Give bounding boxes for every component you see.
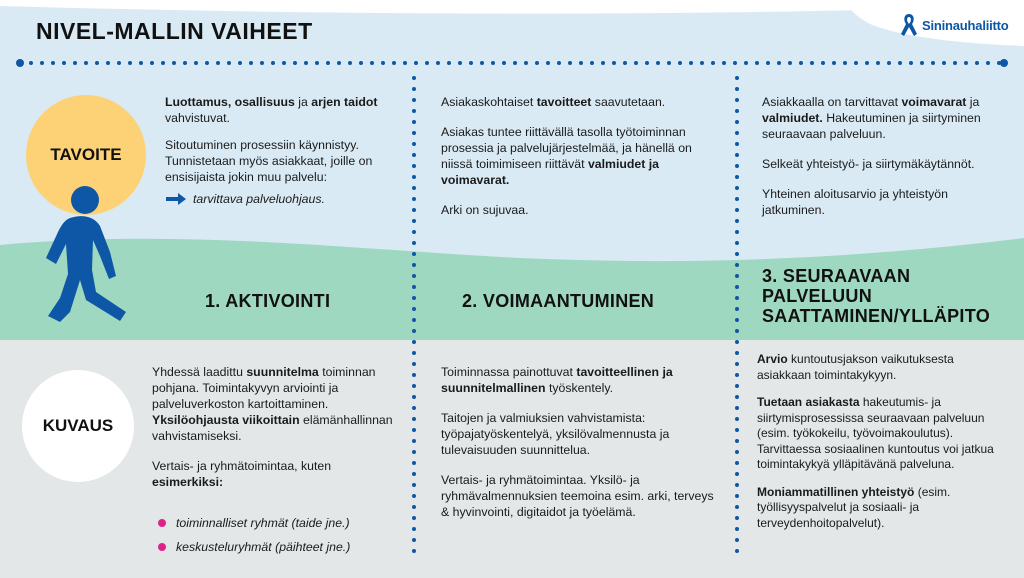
walking-person-icon [30, 180, 130, 335]
col3-desc-bold-1: Arvio [757, 352, 788, 366]
col2-desc-bold-1: tavoitteellinen ja suunnitelmallinen [441, 365, 673, 395]
col3-goal-text [762, 94, 1002, 229]
col2-desc-paragraph-3: Vertais- ja ryhmätoimintaa. Yksilö- ja ryhmävalmennuksien teemoina esim. arki, terveys & hyvinvointi, digitaidot ja työelämä. [441, 473, 714, 519]
col2-goal-bold-2: valmiudet ja voimavarat. [441, 157, 660, 187]
page-title: NIVEL-MALLIN VAIHEET [36, 18, 313, 44]
col1-bullet-text: keskusteluryhmät (päihteet jne.) [176, 540, 351, 554]
col2-goal-text [441, 94, 713, 229]
col1-desc-bold-3: esimerkiksi: [152, 475, 224, 489]
col2-desc-text-1: Toiminnassa painottuvat [441, 365, 577, 379]
description-row-label: KUVAUS [42, 416, 114, 435]
phase-2-heading: 2. VOIMAANTUMINEN [462, 291, 655, 311]
col1-desc-text-2: toiminnan pohjana. Toimintakyvyn arviointi ja palveluverkoston kartoittaminen. [152, 365, 376, 411]
col3-goal-bold-2: valmiudet. [762, 111, 823, 125]
col2-goal-paragraph-3: Arki on sujuvaa. [441, 203, 529, 217]
col3-desc-bold-3: Moniammatillinen yhteistyö [757, 484, 915, 499]
col1-desc-text-1: Yhdessä laadittu [152, 365, 247, 379]
top-line-end-dot-right [1000, 59, 1008, 67]
col1-desc-text-4: Vertais- ja ryhmätoimintaa, kuten [152, 459, 332, 473]
ribbon-icon [898, 12, 920, 38]
arrow-right-icon [165, 192, 187, 206]
col1-goal-text [165, 94, 395, 207]
col1-desc-paragraph-2 [152, 458, 397, 490]
col2-desc-paragraph-1 [441, 364, 716, 396]
col1-bullet-item [158, 539, 350, 555]
col3-goal-text-3: Hakeutuminen ja siirtyminen seuraavaan palveluun. [762, 111, 981, 141]
phase-3-heading: 3. SEURAAVAAN PALVELUUN SAATTAMINEN/YLLÄPITO [762, 266, 990, 326]
col2-description-text [441, 364, 716, 531]
col3-desc-paragraph-2 [757, 395, 1007, 473]
col2-goal-bold-1: tavoitteet [536, 95, 592, 109]
col1-desc-paragraph-1 [152, 364, 397, 444]
col2-goal-paragraph-1 [441, 94, 713, 110]
col2-goal-paragraph-2 [441, 124, 713, 188]
col3-goal-paragraph-3: Yhteinen aloitusarvio ja yhteistyön jatkuminen. [762, 187, 948, 217]
logo [898, 12, 1018, 38]
description-circle [22, 370, 134, 482]
col1-goal-text-1: ja [294, 95, 312, 109]
col3-desc-paragraph-1 [757, 352, 1007, 383]
col1-desc-bold-1: suunnitelma [246, 365, 319, 379]
phase-1-heading: 1. AKTIVOINTI [205, 291, 331, 311]
col1-bullet-text: toiminnalliset ryhmät (taide jne.) [176, 516, 350, 530]
col1-bullet-item [158, 515, 350, 531]
col3-desc-text-2: hakeutumis- ja siirtymisprosessissa seuraavaan palveluun (esim. työkokeilu, työvoimakoulutus). Tarvittaessa sosiaalinen kuntoutus voi jatkua toimintakykyä ylläpitävänä palveluna. [757, 395, 994, 471]
col3-description-text [757, 352, 1007, 542]
col1-goal-bold-1: Luottamus, osallisuus [165, 95, 295, 109]
col3-goal-bold-1: voimavarat [901, 95, 967, 109]
col3-desc-paragraph-3 [757, 485, 1007, 532]
bullet-dot-icon [158, 519, 166, 527]
col1-goal-arrow-text: tarvittava palveluohjaus. [193, 192, 325, 206]
col1-description-text [152, 364, 397, 504]
col1-desc-bold-2: Yksilöohjausta viikoittain [152, 413, 300, 427]
col2-goal-text-3: Asiakas tuntee riittävällä tasolla työtoiminnan prosessia ja palvelujärjestelmää, ja hänellä on niissä toimimiseen riittävät [441, 125, 692, 171]
logo-text: Sininauhaliitto [922, 17, 1009, 33]
col1-goal-text-2: vahvistuvat. [165, 111, 230, 125]
top-line-end-dot-left [16, 59, 24, 67]
col1-goal-bold-2: arjen taidot [311, 95, 378, 109]
col1-desc-text-3: elämänhallinnan vahvistamiseksi. [152, 413, 393, 443]
col3-desc-text-1: kuntoutusjakson vaikutuksesta asiakkaan toimintakykyyn. [757, 352, 954, 382]
col2-desc-paragraph-2: Taitojen ja valmiuksien vahvistamista: työpajatyöskentelyä, yksilövalmennusta ja tulevaisuuden suunnittelua. [441, 411, 670, 457]
col2-goal-text-1: Asiakaskohtaiset [441, 95, 537, 109]
col3-goal-text-2: ja [966, 95, 980, 109]
col1-goal-paragraph-1 [165, 94, 395, 126]
col1-goal-arrow-line [165, 191, 395, 207]
col3-goal-text-1: Asiakkaalla on tarvittavat [762, 95, 902, 109]
col1-goal-paragraph-2: Sitoutuminen prosessiin käynnistyy. Tunnistetaan myös asiakkaat, joille on ensisijaista jokin muu palvelu: [165, 138, 373, 184]
col2-desc-text-2: työskentely. [545, 381, 613, 395]
bullet-dot-icon [158, 543, 166, 551]
col3-desc-text-3: (esim. työllisyyspalvelut ja sosiaali- ja terveydenhoitopalvelut). [757, 484, 951, 530]
col2-goal-text-2: saavutetaan. [591, 95, 666, 109]
goal-row-label: TAVOITE [50, 145, 122, 164]
col3-goal-paragraph-1 [762, 94, 1002, 142]
col3-desc-bold-2: Tuetaan asiakasta [757, 395, 860, 409]
col3-goal-paragraph-2: Selkeät yhteistyö- ja siirtymäkäytännöt. [762, 157, 975, 171]
